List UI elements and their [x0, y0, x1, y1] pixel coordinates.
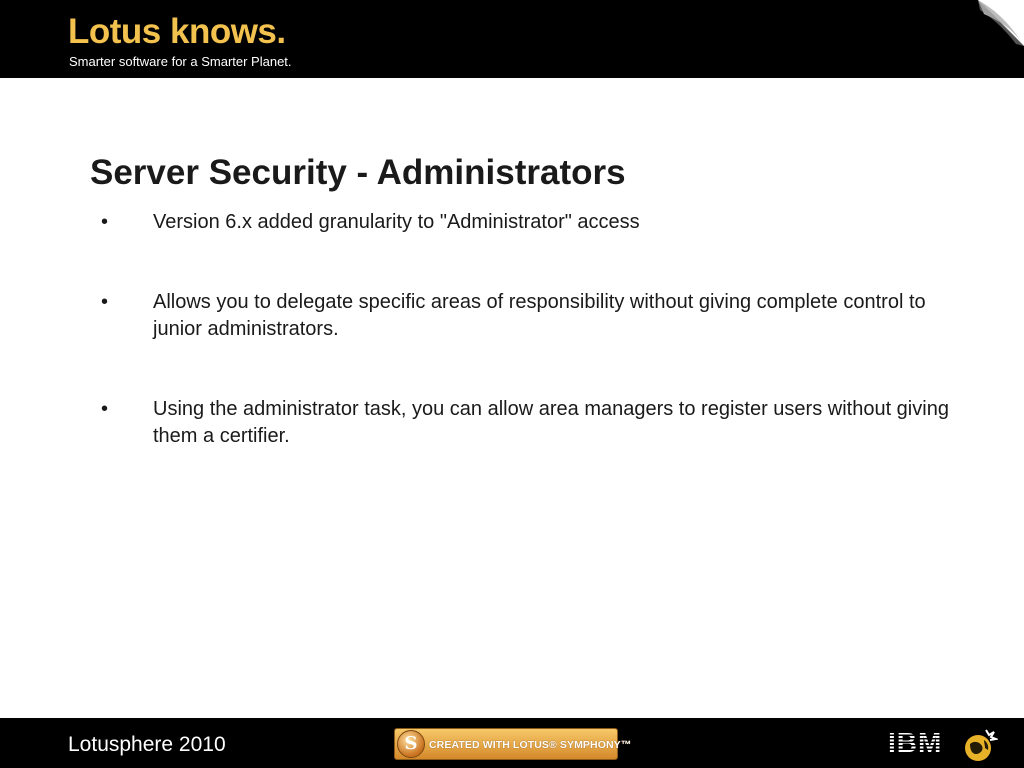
- footer-event-label: Lotusphere 2010: [68, 733, 226, 756]
- ibm-logo: IBM: [888, 727, 943, 758]
- bullet-text: Using the administrator task, you can allow area managers to register users without giving them a certifier.: [153, 398, 949, 447]
- symphony-badge: [394, 728, 632, 760]
- symphony-badge-text: CREATED WITH LOTUS® SYMPHONY™: [429, 739, 632, 751]
- symphony-logo-icon: S: [397, 730, 425, 758]
- page-curl-icon: [978, 0, 1024, 46]
- header-bar: [0, 0, 1024, 78]
- smarter-planet-icon: [958, 728, 998, 764]
- bullet-dot: •: [101, 211, 109, 233]
- bullet-dot: •: [101, 398, 109, 420]
- brand-tagline: Smarter software for a Smarter Planet.: [69, 54, 292, 69]
- bullet-text: Version 6.x added granularity to "Administrator" access: [153, 211, 640, 233]
- brand-title: Lotus knows.: [68, 12, 286, 51]
- footer-bar: [0, 718, 1024, 768]
- slide-title: Server Security - Administrators: [90, 153, 626, 192]
- bullet-text: Allows you to delegate specific areas of responsibility without giving complete control to junior administrators.: [153, 291, 926, 340]
- bullet-dot: •: [101, 291, 109, 313]
